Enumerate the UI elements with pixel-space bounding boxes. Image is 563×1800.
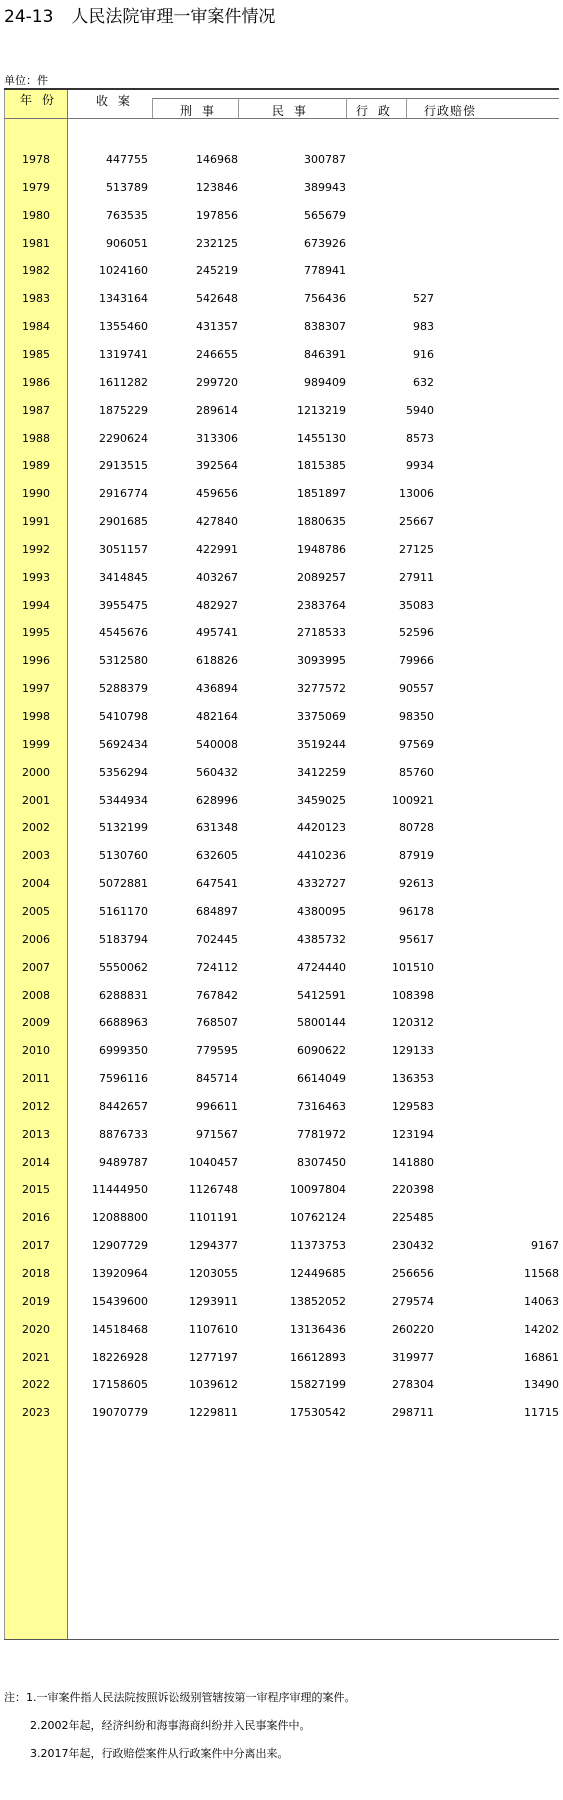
header-divider [152, 98, 153, 118]
year-cell: 1989 [22, 459, 50, 473]
admin-cell: 92613 [399, 877, 434, 891]
criminal-cell: 1293911 [189, 1294, 238, 1308]
table-row [4, 1260, 559, 1288]
admin-cell: 79966 [399, 654, 434, 668]
year-cell: 1996 [22, 654, 50, 668]
admin-cell: 136353 [392, 1072, 434, 1086]
table-bottom-rule [4, 1639, 559, 1640]
civil-cell: 3459025 [297, 793, 346, 807]
civil-cell: 17530542 [290, 1406, 346, 1420]
admin-compensation-cell: 14202 [524, 1322, 559, 1336]
table-row [4, 341, 559, 369]
year-cell: 1984 [22, 320, 50, 334]
admin-cell: 80728 [399, 821, 434, 835]
header-admin-compensation: 行政赔偿 [424, 104, 477, 118]
civil-cell: 756436 [304, 292, 346, 306]
criminal-cell: 123846 [196, 180, 238, 194]
civil-cell: 989409 [304, 375, 346, 389]
table-row [4, 1288, 559, 1316]
civil-cell: 1815385 [297, 459, 346, 473]
civil-cell: 10762124 [290, 1211, 346, 1225]
year-cell: 1982 [22, 264, 50, 278]
civil-cell: 4410236 [297, 849, 346, 863]
table-row [4, 870, 559, 898]
table-row [4, 397, 559, 425]
criminal-cell: 1126748 [189, 1183, 238, 1197]
total-cell: 14518468 [92, 1322, 148, 1336]
header-total: 收 案 [96, 94, 133, 108]
admin-cell: 129583 [392, 1099, 434, 1113]
table-row [4, 898, 559, 926]
year-cell: 1992 [22, 542, 50, 556]
civil-cell: 565679 [304, 208, 346, 222]
table-row [4, 536, 559, 564]
table-row [4, 787, 559, 815]
total-cell: 5550062 [99, 960, 148, 974]
year-cell: 1978 [22, 153, 50, 166]
civil-cell: 6090622 [297, 1044, 346, 1058]
total-cell: 8876733 [99, 1127, 148, 1141]
civil-cell: 5800144 [297, 1016, 346, 1030]
total-cell: 19070779 [92, 1406, 148, 1420]
total-cell: 2916774 [99, 487, 148, 501]
table-row [4, 926, 559, 954]
data-table [4, 90, 559, 1640]
year-cell: 1994 [22, 598, 50, 612]
civil-cell: 16612893 [290, 1350, 346, 1364]
admin-cell: 983 [413, 320, 434, 334]
civil-cell: 1455130 [297, 431, 346, 445]
table-row [4, 592, 559, 620]
criminal-cell: 392564 [196, 459, 238, 473]
admin-cell: 256656 [392, 1267, 434, 1280]
total-cell: 1355460 [99, 320, 148, 334]
criminal-cell: 768507 [196, 1016, 238, 1030]
civil-cell: 13136436 [290, 1322, 346, 1336]
year-cell: 2007 [22, 960, 50, 974]
criminal-cell: 702445 [196, 932, 238, 946]
admin-cell: 260220 [392, 1322, 434, 1336]
table-row [4, 1065, 559, 1093]
table-row [4, 146, 559, 174]
civil-cell: 2383764 [297, 598, 346, 612]
criminal-cell: 628996 [196, 793, 238, 807]
civil-cell: 4380095 [297, 904, 346, 918]
civil-cell: 7316463 [297, 1099, 346, 1113]
criminal-cell: 246655 [196, 347, 238, 361]
criminal-cell: 560432 [196, 765, 238, 779]
table-row [4, 842, 559, 870]
total-cell: 6688963 [99, 1016, 148, 1030]
admin-cell: 220398 [392, 1183, 434, 1197]
admin-compensation-cell: 13490 [524, 1378, 559, 1392]
criminal-cell: 767842 [196, 988, 238, 1002]
table-row [4, 1204, 559, 1232]
total-cell: 5130760 [99, 849, 148, 863]
admin-cell: 632 [413, 375, 434, 389]
civil-cell: 4420123 [297, 821, 346, 835]
admin-cell: 100921 [392, 793, 434, 807]
table-row [4, 174, 559, 202]
admin-compensation-cell: 9167 [531, 1239, 559, 1253]
table-row [4, 1176, 559, 1204]
total-cell: 5161170 [99, 904, 148, 918]
note-3: 3.2017年起，行政赔偿案件从行政案件中分离出来。 [30, 1747, 289, 1760]
total-cell: 1611282 [99, 375, 148, 389]
civil-cell: 778941 [304, 264, 346, 278]
year-cell: 2005 [22, 904, 50, 918]
admin-cell: 27911 [399, 570, 434, 584]
civil-cell: 1851897 [297, 487, 346, 501]
total-cell: 1319741 [99, 347, 148, 361]
civil-cell: 846391 [304, 347, 346, 361]
criminal-cell: 1294377 [189, 1239, 238, 1253]
criminal-cell: 1039612 [189, 1378, 238, 1392]
total-cell: 5356294 [99, 765, 148, 779]
criminal-cell: 422991 [196, 542, 238, 556]
criminal-cell: 146968 [196, 153, 238, 166]
admin-cell: 5940 [406, 403, 434, 417]
total-cell: 3051157 [99, 542, 148, 556]
year-cell: 2020 [22, 1322, 50, 1336]
criminal-cell: 436894 [196, 682, 238, 696]
civil-cell: 3093995 [297, 654, 346, 668]
table-row [4, 564, 559, 592]
header-criminal: 刑 事 [180, 104, 217, 118]
admin-cell: 319977 [392, 1350, 434, 1364]
year-cell: 2009 [22, 1016, 50, 1030]
year-cell: 2023 [22, 1406, 50, 1420]
total-cell: 6288831 [99, 988, 148, 1002]
admin-cell: 527 [413, 292, 434, 306]
total-cell: 763535 [106, 208, 148, 222]
table-row [4, 1121, 559, 1149]
admin-cell: 90557 [399, 682, 434, 696]
total-cell: 3414845 [99, 570, 148, 584]
civil-cell: 2089257 [297, 570, 346, 584]
criminal-cell: 482164 [196, 710, 238, 723]
table-row [4, 480, 559, 508]
civil-cell: 3375069 [297, 710, 346, 723]
total-cell: 906051 [106, 236, 148, 250]
civil-cell: 2718533 [297, 626, 346, 640]
admin-cell: 27125 [399, 542, 434, 556]
table-row [4, 1149, 559, 1177]
table-row [4, 1399, 559, 1427]
civil-cell: 12449685 [290, 1267, 346, 1280]
admin-cell: 141880 [392, 1155, 434, 1169]
year-cell: 2015 [22, 1183, 50, 1197]
table-row [4, 1371, 559, 1399]
criminal-cell: 542648 [196, 292, 238, 306]
total-cell: 15439600 [92, 1294, 148, 1308]
year-cell: 1998 [22, 710, 50, 723]
total-cell: 12907729 [92, 1239, 148, 1253]
admin-cell: 8573 [406, 431, 434, 445]
criminal-cell: 632605 [196, 849, 238, 863]
table-title: 人民法院审理一审案件情况 [71, 7, 276, 27]
civil-cell: 5412591 [297, 988, 346, 1002]
criminal-cell: 1101191 [189, 1211, 238, 1225]
civil-cell: 8307450 [297, 1155, 346, 1169]
table-row [4, 452, 559, 480]
criminal-cell: 431357 [196, 320, 238, 334]
table-top-rule [4, 88, 559, 90]
civil-cell: 3277572 [297, 682, 346, 696]
admin-cell: 230432 [392, 1239, 434, 1253]
criminal-cell: 631348 [196, 821, 238, 835]
table-row [4, 285, 559, 313]
year-cell: 1999 [22, 737, 50, 751]
civil-cell: 3412259 [297, 765, 346, 779]
total-cell: 5183794 [99, 932, 148, 946]
civil-cell: 15827199 [290, 1378, 346, 1392]
table-row [4, 647, 559, 675]
admin-cell: 9934 [406, 459, 434, 473]
total-cell: 11444950 [92, 1183, 148, 1197]
admin-cell: 87919 [399, 849, 434, 863]
year-cell: 1997 [22, 682, 50, 696]
civil-cell: 11373753 [290, 1239, 346, 1253]
note-2: 2.2002年起，经济纠纷和海事海商纠纷并入民事案件中。 [30, 1719, 311, 1732]
criminal-cell: 1040457 [189, 1155, 238, 1169]
total-cell: 513789 [106, 180, 148, 194]
year-cell: 2003 [22, 849, 50, 863]
civil-cell: 7781972 [297, 1127, 346, 1141]
civil-cell: 4332727 [297, 877, 346, 891]
total-cell: 6999350 [99, 1044, 148, 1058]
admin-cell: 123194 [392, 1127, 434, 1141]
page-title [4, 6, 275, 28]
table-row [4, 675, 559, 703]
civil-cell: 4385732 [297, 932, 346, 946]
year-cell: 1979 [22, 180, 50, 194]
civil-cell: 1948786 [297, 542, 346, 556]
criminal-cell: 1229811 [189, 1406, 238, 1420]
total-cell: 5410798 [99, 710, 148, 723]
year-cell: 2013 [22, 1127, 50, 1141]
criminal-cell: 724112 [196, 960, 238, 974]
table-row [4, 982, 559, 1010]
criminal-cell: 540008 [196, 737, 238, 751]
header-year: 年 份 [20, 93, 57, 107]
total-cell: 2913515 [99, 459, 148, 473]
criminal-cell: 495741 [196, 626, 238, 640]
admin-compensation-cell: 16861 [524, 1350, 559, 1364]
year-cell: 2002 [22, 821, 50, 835]
year-cell: 1988 [22, 431, 50, 445]
year-cell: 1983 [22, 292, 50, 306]
table-row [4, 425, 559, 453]
criminal-cell: 289614 [196, 403, 238, 417]
year-cell: 1980 [22, 208, 50, 222]
criminal-cell: 482927 [196, 598, 238, 612]
note-1: 注：1.一审案件指人民法院按照诉讼级别管辖按第一审程序审理的案件。 [4, 1691, 356, 1704]
admin-cell: 85760 [399, 765, 434, 779]
criminal-cell: 245219 [196, 264, 238, 278]
year-cell: 1995 [22, 626, 50, 640]
total-cell: 7596116 [99, 1072, 148, 1086]
table-row [4, 619, 559, 647]
criminal-cell: 996611 [196, 1099, 238, 1113]
year-cell: 2012 [22, 1099, 50, 1113]
year-cell: 2016 [22, 1211, 50, 1225]
admin-cell: 108398 [392, 988, 434, 1002]
civil-cell: 13852052 [290, 1294, 346, 1308]
admin-cell: 278304 [392, 1378, 434, 1392]
table-row [4, 1037, 559, 1065]
admin-cell: 129133 [392, 1044, 434, 1058]
header-divider [406, 98, 407, 118]
admin-cell: 96178 [399, 904, 434, 918]
year-cell: 2022 [22, 1378, 50, 1392]
admin-cell: 35083 [399, 598, 434, 612]
year-cell: 2004 [22, 877, 50, 891]
total-cell: 4545676 [99, 626, 148, 640]
criminal-cell: 618826 [196, 654, 238, 668]
table-row [4, 1093, 559, 1121]
civil-cell: 673926 [304, 236, 346, 250]
total-cell: 5288379 [99, 682, 148, 696]
table-row [4, 230, 559, 258]
criminal-cell: 197856 [196, 208, 238, 222]
total-cell: 18226928 [92, 1350, 148, 1364]
year-cell: 1985 [22, 347, 50, 361]
table-row [4, 703, 559, 731]
year-cell: 2000 [22, 765, 50, 779]
total-cell: 17158605 [92, 1378, 148, 1392]
admin-compensation-cell: 14063 [524, 1294, 559, 1308]
table-row [4, 814, 559, 842]
total-cell: 5072881 [99, 877, 148, 891]
table-row [4, 369, 559, 397]
civil-cell: 300787 [304, 153, 346, 166]
admin-compensation-cell: 11568 [524, 1267, 559, 1280]
criminal-cell: 1107610 [189, 1322, 238, 1336]
table-row [4, 954, 559, 982]
criminal-cell: 971567 [196, 1127, 238, 1141]
criminal-cell: 684897 [196, 904, 238, 918]
year-cell: 2021 [22, 1350, 50, 1364]
table-row [4, 257, 559, 285]
header-divider [238, 98, 239, 118]
criminal-cell: 232125 [196, 236, 238, 250]
admin-cell: 101510 [392, 960, 434, 974]
total-cell: 1875229 [99, 403, 148, 417]
criminal-cell: 427840 [196, 515, 238, 529]
criminal-cell: 403267 [196, 570, 238, 584]
total-cell: 2901685 [99, 515, 148, 529]
table-row [4, 508, 559, 536]
year-cell: 2014 [22, 1155, 50, 1169]
civil-cell: 838307 [304, 320, 346, 334]
total-cell: 447755 [106, 153, 148, 166]
admin-cell: 279574 [392, 1294, 434, 1308]
table-row [4, 1316, 559, 1344]
table-row [4, 731, 559, 759]
table-row [4, 313, 559, 341]
civil-cell: 6614049 [297, 1072, 346, 1086]
criminal-cell: 1277197 [189, 1350, 238, 1364]
table-row [4, 759, 559, 787]
admin-cell: 225485 [392, 1211, 434, 1225]
admin-cell: 98350 [399, 710, 434, 723]
year-cell: 1986 [22, 375, 50, 389]
civil-cell: 10097804 [290, 1183, 346, 1197]
admin-cell: 25667 [399, 515, 434, 529]
unit-label: 单位：件 [4, 74, 48, 87]
admin-cell: 298711 [392, 1406, 434, 1420]
criminal-cell: 299720 [196, 375, 238, 389]
header-civil: 民 事 [272, 104, 309, 118]
header-admin: 行 政 [356, 104, 393, 118]
total-cell: 9489787 [99, 1155, 148, 1169]
year-cell: 1990 [22, 487, 50, 501]
total-cell: 5692434 [99, 737, 148, 751]
year-cell: 1993 [22, 570, 50, 584]
year-cell: 2001 [22, 793, 50, 807]
criminal-cell: 313306 [196, 431, 238, 445]
admin-cell: 916 [413, 347, 434, 361]
table-row [4, 1344, 559, 1372]
total-cell: 5344934 [99, 793, 148, 807]
year-cell: 1987 [22, 403, 50, 417]
civil-cell: 1213219 [297, 403, 346, 417]
year-cell: 2017 [22, 1239, 50, 1253]
subheader-rule [152, 98, 559, 99]
total-cell: 13920964 [92, 1267, 148, 1280]
total-cell: 5312580 [99, 654, 148, 668]
table-row [4, 202, 559, 230]
year-cell: 2011 [22, 1072, 50, 1086]
admin-cell: 52596 [399, 626, 434, 640]
total-cell: 3955475 [99, 598, 148, 612]
criminal-cell: 647541 [196, 877, 238, 891]
year-cell: 2010 [22, 1044, 50, 1058]
year-cell: 1981 [22, 236, 50, 250]
admin-cell: 120312 [392, 1016, 434, 1030]
criminal-cell: 1203055 [189, 1267, 238, 1280]
year-cell: 2019 [22, 1294, 50, 1308]
year-cell: 2008 [22, 988, 50, 1002]
table-number: 24-13 [4, 7, 54, 27]
table-row [4, 1009, 559, 1037]
header-divider [346, 98, 347, 118]
criminal-cell: 459656 [196, 487, 238, 501]
admin-compensation-cell: 11715 [524, 1406, 559, 1420]
table-row [4, 1232, 559, 1260]
civil-cell: 4724440 [297, 960, 346, 974]
civil-cell: 3519244 [297, 737, 346, 751]
total-cell: 2290624 [99, 431, 148, 445]
criminal-cell: 779595 [196, 1044, 238, 1058]
civil-cell: 1880635 [297, 515, 346, 529]
total-cell: 5132199 [99, 821, 148, 835]
total-cell: 1024160 [99, 264, 148, 278]
criminal-cell: 845714 [196, 1072, 238, 1086]
admin-cell: 97569 [399, 737, 434, 751]
year-cell: 2006 [22, 932, 50, 946]
admin-cell: 13006 [399, 487, 434, 501]
total-cell: 12088800 [92, 1211, 148, 1225]
civil-cell: 389943 [304, 180, 346, 194]
total-cell: 8442657 [99, 1099, 148, 1113]
total-cell: 1343164 [99, 292, 148, 306]
year-cell: 2018 [22, 1267, 50, 1280]
year-cell: 1991 [22, 515, 50, 529]
admin-cell: 95617 [399, 932, 434, 946]
